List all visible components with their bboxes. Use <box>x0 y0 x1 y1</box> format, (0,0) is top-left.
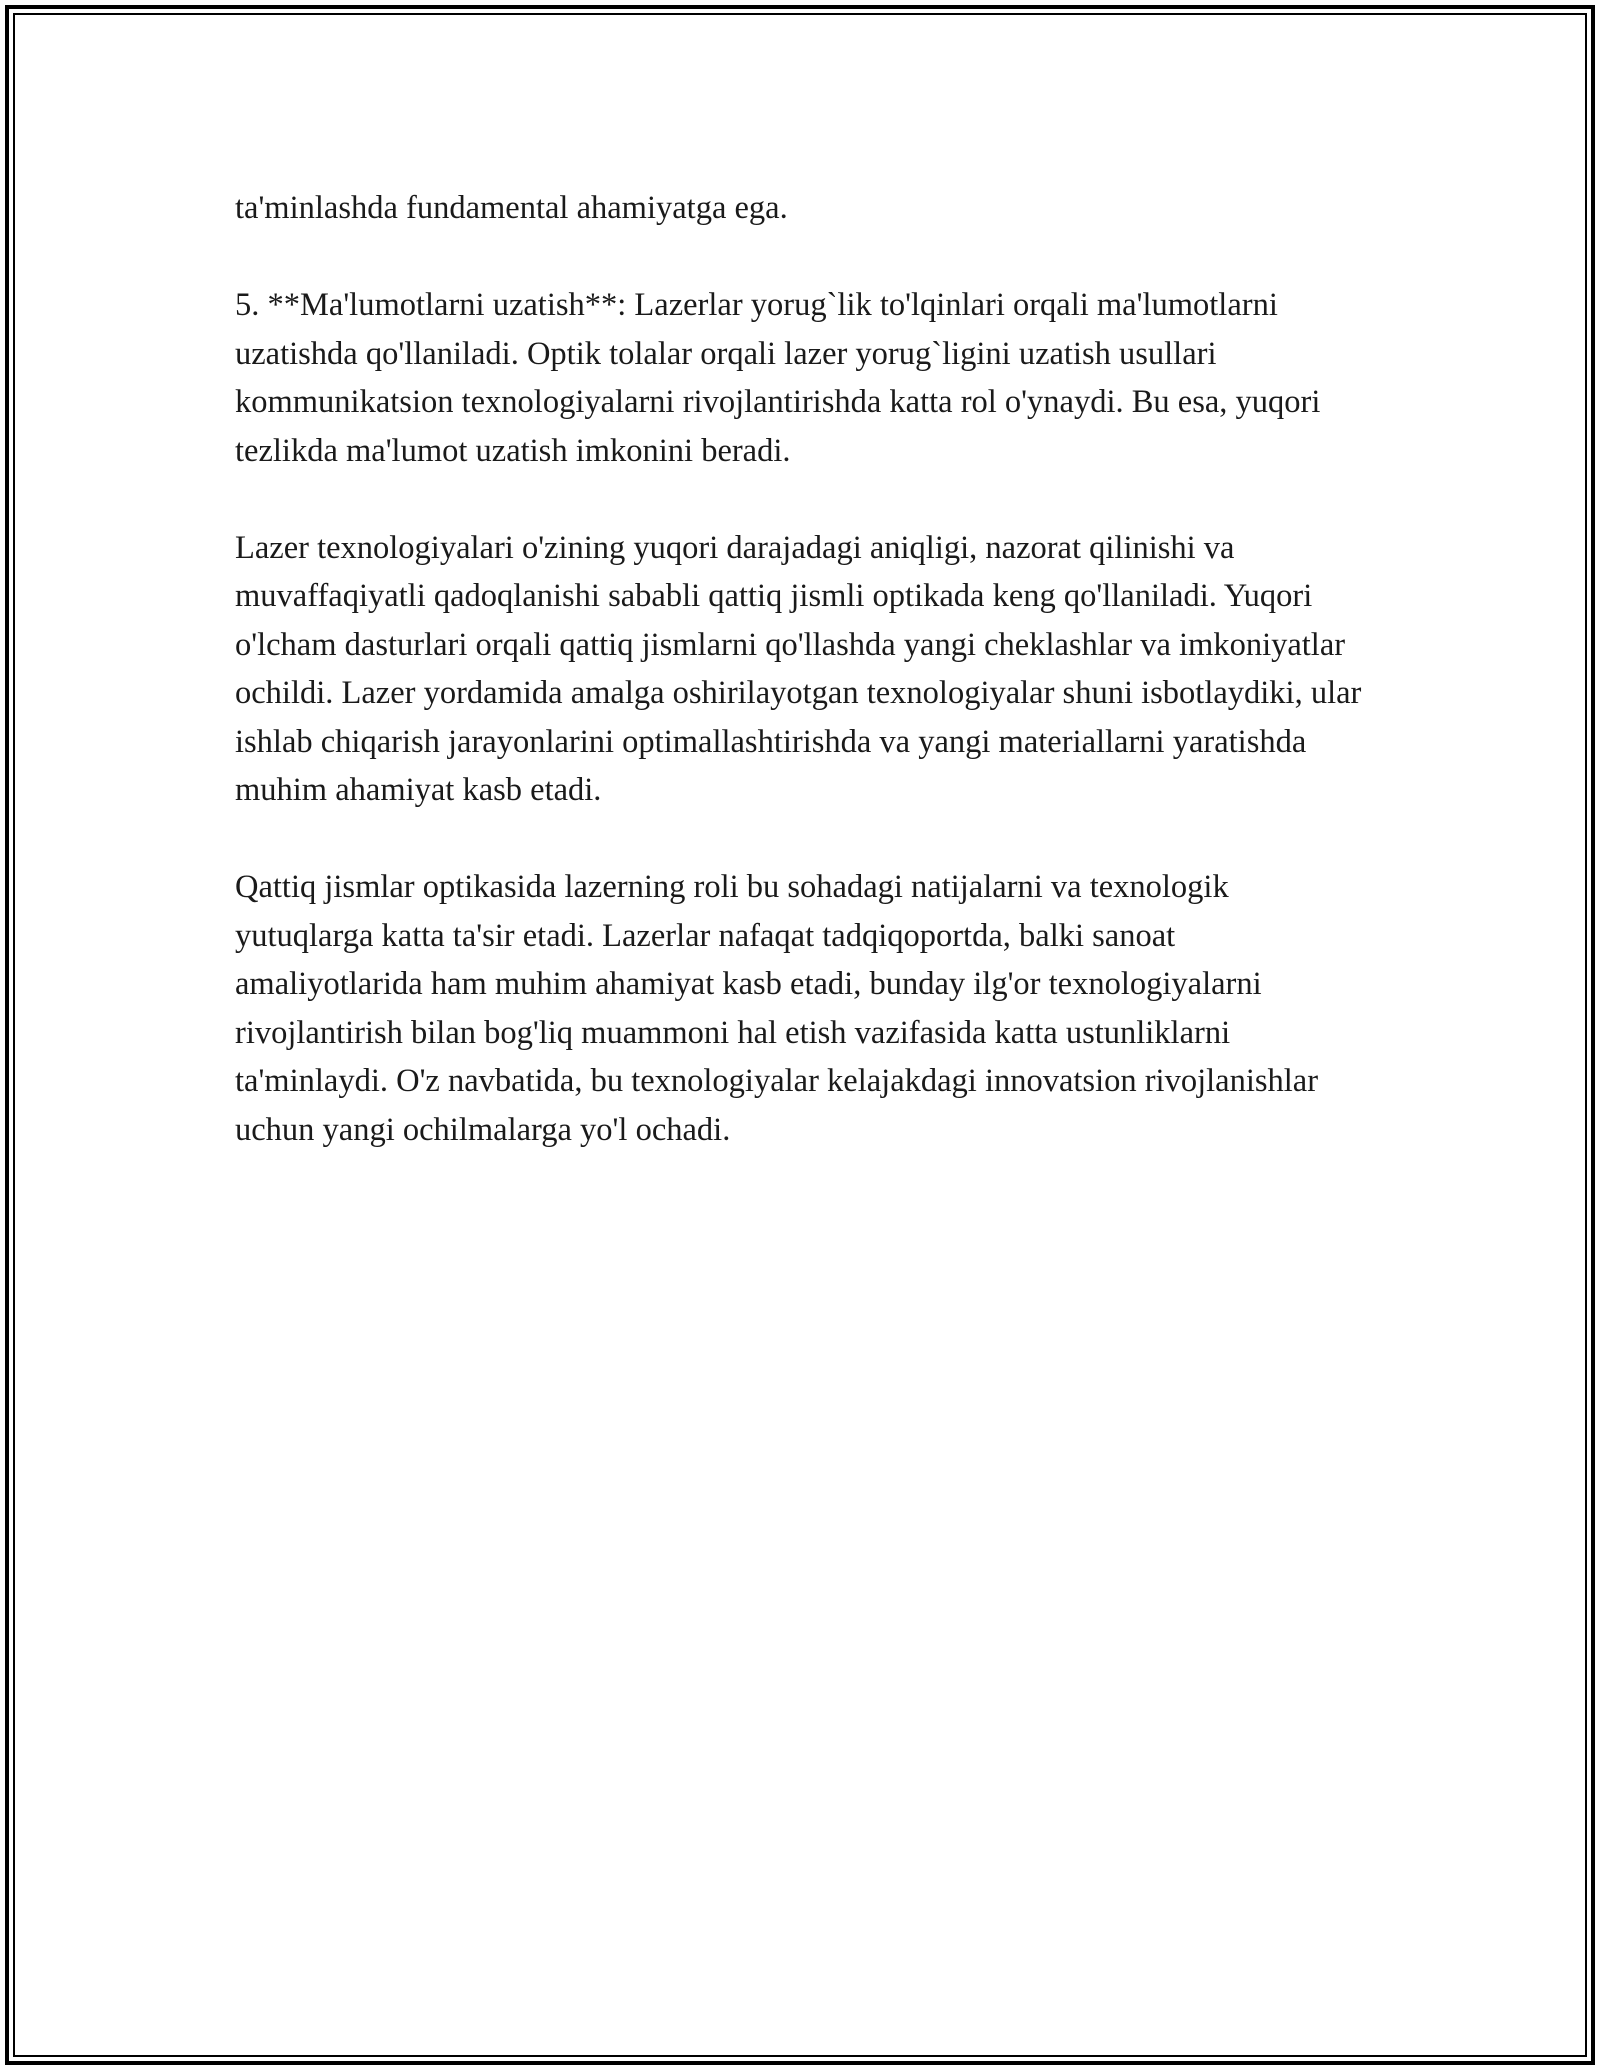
paragraph-data-transmission: 5. **Ma'lumotlarni uzatish**: Lazerlar yorug`lik to'lqinlari orqali ma'lumotlarni uzatishda qo'llaniladi. Optik tolalar orqali lazer yorug`ligini uzatish usullari kommunikatsion texnologiyalarni rivojlantirishda katta rol o'ynaydi. Bu esa, yuqori tezlikda ma'lumot uzatish imkonini beradi. <box>235 287 1321 469</box>
document-body <box>235 184 1370 1203</box>
paragraph-laser-technologies: Lazer texnologiyalari o'zining yuqori darajadagi aniqligi, nazorat qilinishi va muvaffaqiyatli qadoqlanishi sababli qattiq jismli optikada keng qo'llaniladi. Yuqori o'lcham dasturlari orqali qattiq jismlarni qo'llashda yangi cheklashlar va imkoniyatlar ochildi. Lazer yordamida amalga oshirilayotgan texnologiyalar shuni isbotlaydiki, ular ishlab chiqarish jarayonlarini optimallashtirishda va yangi materiallarni yaratishda muhim ahamiyat kasb etadi. <box>235 529 1362 808</box>
paragraph-conclusion: Qattiq jismlar optikasida lazerning roli bu sohadagi natijalarni va texnologik yutuqlarga katta ta'sir etadi. Lazerlar nafaqat tadqiqoportda, balki sanoat amaliyotlarida ham muhim ahamiyat kasb etadi, bunday ilg'or texnologiyalarni rivojlantirish bilan bog'liq muammoni hal etish vazifasida katta ustunliklarni ta'minlaydi. O'z navbatida, bu texnologiyalar kelajakdagi innovatsion rivojlanishlar uchun yangi ochilmalarga yo'l ochadi. <box>235 869 1319 1148</box>
paragraph-continuation: ta'minlashda fundamental ahamiyatga ega. <box>235 190 788 226</box>
